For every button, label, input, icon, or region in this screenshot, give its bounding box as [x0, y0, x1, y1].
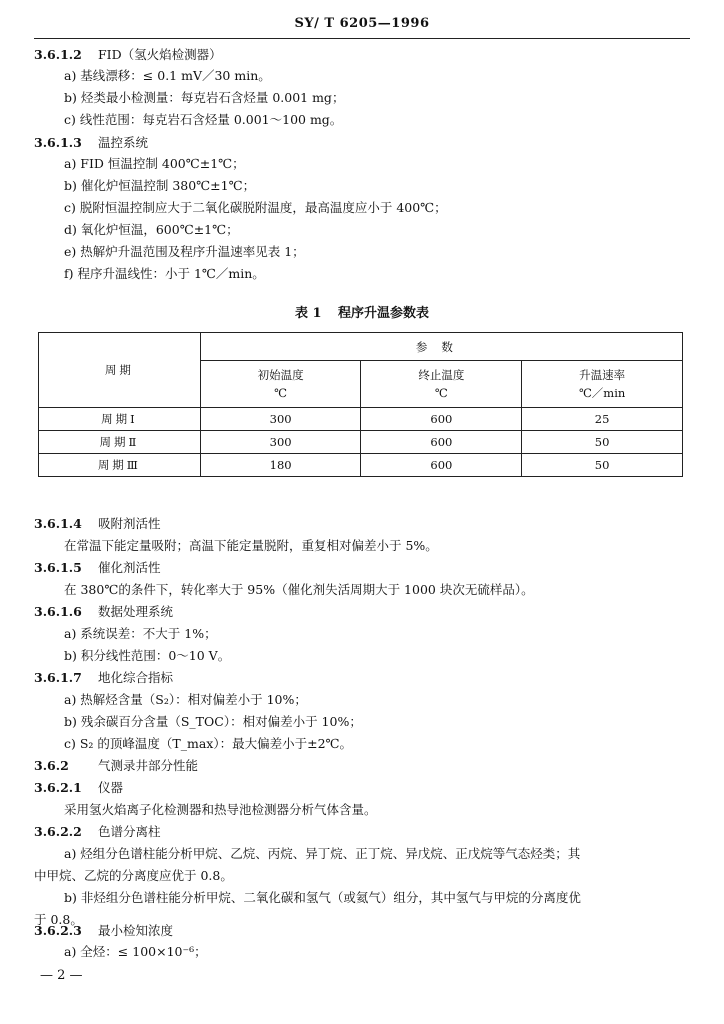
- section-3-6-2-3: [34, 922, 173, 940]
- period-cell: 周期Ⅲ: [39, 454, 201, 477]
- period-cell: 周期Ⅰ: [39, 408, 201, 431]
- start-temp-cell: 300: [200, 431, 361, 454]
- section-3-6-1-2: [34, 46, 222, 64]
- section-3-6-2-2: [34, 823, 161, 841]
- section-3-6-1-5: [34, 559, 161, 577]
- table-label: 表 1: [294, 306, 322, 321]
- column-unit: ℃: [434, 386, 448, 400]
- section-number: 3.6.1.3: [34, 135, 82, 150]
- list-item: a) 基线漂移：≤ 0.1 mV／30 min。: [64, 68, 271, 83]
- list-item: b) 烃类最小检测量：每克岩石含烃量 0.001 mg；: [64, 90, 345, 105]
- section-title: 吸附剂活性: [97, 516, 161, 531]
- list-item-continuation: 中甲烷、乙烷的分离度应优于 0.8。: [34, 868, 233, 883]
- section-title: 色谱分离柱: [97, 824, 161, 839]
- list-item: b) 积分线性范围：0～10 V。: [64, 648, 231, 663]
- start-temp-cell: 180: [200, 454, 361, 477]
- section-title: 催化剂活性: [97, 560, 161, 575]
- column-unit: ℃: [274, 386, 288, 400]
- list-item: c) 脱附恒温控制应大于二氧化碳脱附温度，最高温度应小于 400℃；: [64, 200, 447, 215]
- table-row: [39, 408, 683, 431]
- section-number: 3.6.2.1: [34, 780, 82, 795]
- period-cell: 周期Ⅱ: [39, 431, 201, 454]
- column-header: [522, 361, 683, 408]
- page-number: — 2 —: [40, 968, 83, 983]
- section-3-6-2-1: [34, 779, 123, 797]
- section-3-6-1-7: [34, 669, 173, 687]
- section-title: 最小检知浓度: [97, 923, 173, 938]
- column-unit: ℃／min: [578, 386, 626, 400]
- table-title: 程序升温参数表: [338, 306, 430, 321]
- parameters-header: 参数: [200, 333, 682, 361]
- page-header: SY/ T 6205—1996: [294, 16, 430, 31]
- column-header: [200, 361, 361, 408]
- column-name: 升温速率: [579, 368, 626, 382]
- section-title: 数据处理系统: [97, 604, 173, 619]
- paragraph: 在 380℃的条件下，转化率大于 95%（催化剂失活周期大于 1000 块次无硫样品）。: [64, 582, 534, 597]
- list-item: a) 系统误差：不大于 1%；: [64, 626, 217, 641]
- section-number: 3.6.1.4: [34, 516, 82, 531]
- start-temp-cell: 300: [200, 408, 361, 431]
- list-item: e) 热解炉升温范围及程序升温速率见表 1；: [64, 244, 305, 259]
- period-header: 周期: [39, 333, 201, 408]
- list-item: b) 催化炉恒温控制 380℃±1℃；: [64, 178, 256, 193]
- section-title: 气测录井部分性能: [97, 758, 198, 773]
- list-item: d) 氧化炉恒温，600℃±1℃；: [64, 222, 239, 237]
- section-number: 3.6.1.7: [34, 670, 82, 685]
- section-title: 温控系统: [97, 135, 148, 150]
- header-rule: [34, 38, 690, 39]
- table-row: [39, 431, 683, 454]
- section-title: 仪器: [97, 780, 123, 795]
- end-temp-cell: 600: [361, 431, 522, 454]
- list-item: f) 程序升温线性：小于 1℃／min。: [64, 266, 265, 281]
- column-header: [361, 361, 522, 408]
- list-item-continuation: 于 0.8。: [34, 912, 83, 927]
- column-name: 终止温度: [418, 368, 465, 382]
- program-temperature-table: [38, 332, 683, 477]
- section-3-6-1-3: [34, 134, 148, 152]
- section-number: 3.6.1.5: [34, 560, 82, 575]
- list-item: b) 非烃组分色谱柱能分析甲烷、二氧化碳和氢气（或氦气）组分，其中氢气与甲烷的分离度优: [64, 890, 581, 905]
- paragraph: 采用氢火焰离子化检测器和热导池检测器分析气体含量。: [64, 802, 377, 817]
- rate-cell: 25: [522, 408, 683, 431]
- section-3-6-1-6: [34, 603, 173, 621]
- list-item: a) 烃组分色谱柱能分析甲烷、乙烷、丙烷、异丁烷、正丁烷、异戊烷、正戊烷等气态烃类；其: [64, 846, 581, 861]
- list-item: a) 全烃：≤ 100×10⁻⁶；: [64, 944, 207, 959]
- list-item: b) 残余碳百分含量（S_TOC）：相对偏差小于 10%；: [64, 714, 362, 729]
- rate-cell: 50: [522, 454, 683, 477]
- section-3-6-1-4: [34, 515, 161, 533]
- section-3-6-2: [34, 757, 198, 775]
- section-title: 地化综合指标: [97, 670, 173, 685]
- section-title: FID（氢火焰检测器）: [97, 47, 222, 62]
- list-item: a) FID 恒温控制 400℃±1℃；: [64, 156, 245, 171]
- section-number: 3.6.2: [34, 758, 69, 773]
- end-temp-cell: 600: [361, 454, 522, 477]
- column-name: 初始温度: [257, 368, 304, 382]
- list-item: c) 线性范围：每克岩石含烃量 0.001～100 mg。: [64, 112, 343, 127]
- section-number: 3.6.1.6: [34, 604, 82, 619]
- table-row: [39, 454, 683, 477]
- section-number: 3.6.1.2: [34, 47, 82, 62]
- section-number: 3.6.2.3: [34, 923, 82, 938]
- section-number: 3.6.2.2: [34, 824, 82, 839]
- end-temp-cell: 600: [361, 408, 522, 431]
- table-caption: [0, 302, 724, 321]
- list-item: c) S₂ 的顶峰温度（T_max）：最大偏差小于±2℃。: [64, 736, 353, 751]
- paragraph: 在常温下能定量吸附；高温下能定量脱附，重复相对偏差小于 5%。: [64, 538, 438, 553]
- list-item: a) 热解烃含量（S₂）：相对偏差小于 10%；: [64, 692, 307, 707]
- rate-cell: 50: [522, 431, 683, 454]
